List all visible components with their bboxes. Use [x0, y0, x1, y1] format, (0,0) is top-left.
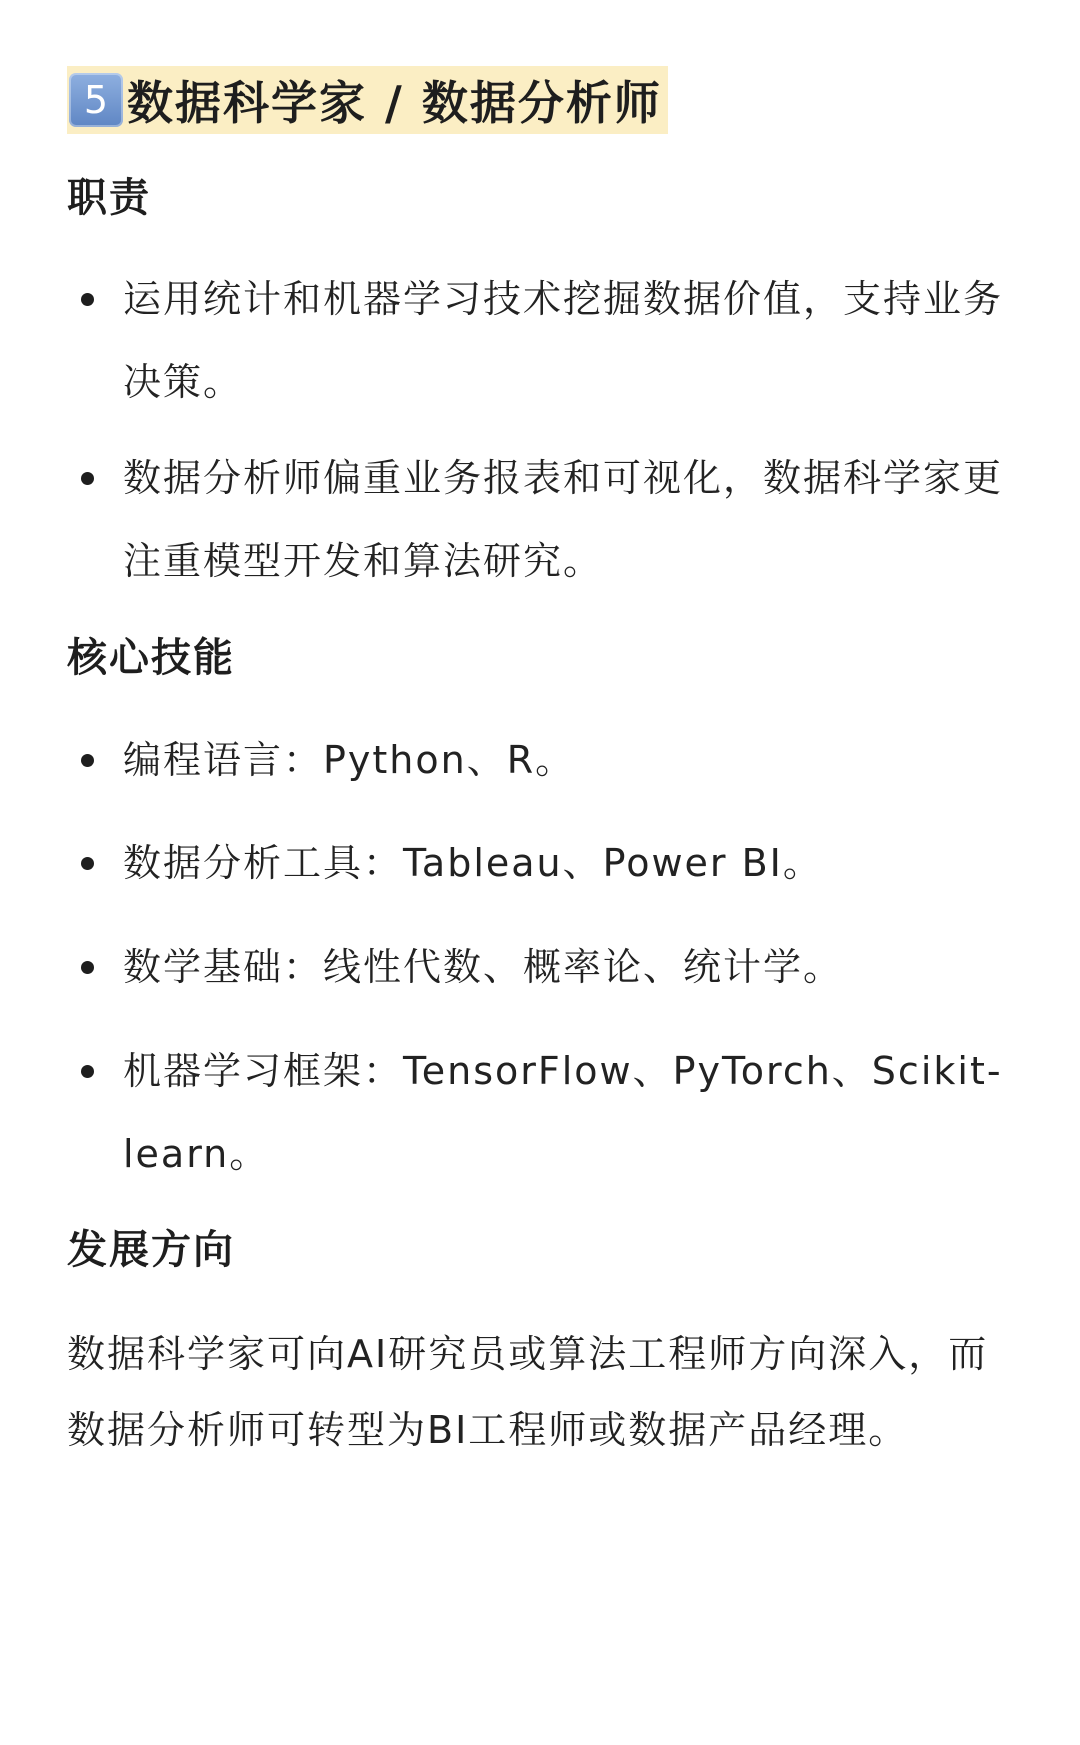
list-item [67, 258, 1027, 424]
list-item [67, 822, 1027, 905]
list-item [67, 926, 1027, 1009]
bullet-dot-icon [81, 961, 94, 974]
number-badge-label: 5 [83, 78, 109, 122]
bullet-dot-icon [81, 754, 94, 767]
list-item [67, 1030, 1027, 1196]
list-item-text: 编程语言：Python、R。 [123, 738, 576, 782]
list-item-text: 运用统计和机器学习技术挖掘数据价值，支持业务决策。 [123, 277, 1004, 404]
list-item-text: 机器学习框架：TensorFlow、PyTorch、Scikit-learn。 [123, 1049, 1003, 1176]
bullet-dot-icon [81, 293, 94, 306]
page-title [67, 66, 668, 134]
list-item-text: 数据分析工具：Tableau、Power BI。 [123, 841, 823, 885]
career-paragraph: 数据科学家可向AI研究员或算法工程师方向深入，而数据分析师可转型为BI工程师或数据产品经理。 [67, 1332, 989, 1452]
career-heading: 发展方向 [67, 1227, 235, 1273]
bullet-dot-icon [81, 857, 94, 870]
bullet-dot-icon [81, 1065, 94, 1078]
list-item-text: 数学基础：线性代数、概率论、统计学。 [123, 945, 844, 989]
bullet-dot-icon [81, 472, 94, 485]
list-item [67, 437, 1027, 603]
duties-heading: 职责 [67, 175, 151, 221]
page-title-text: 数据科学家 / 数据分析师 [127, 76, 662, 130]
skills-heading: 核心技能 [67, 635, 235, 681]
keycap-digit-five-icon [69, 73, 123, 127]
list-item [67, 719, 1027, 802]
list-item-text: 数据分析师偏重业务报表和可视化，数据科学家更注重模型开发和算法研究。 [123, 456, 1004, 583]
